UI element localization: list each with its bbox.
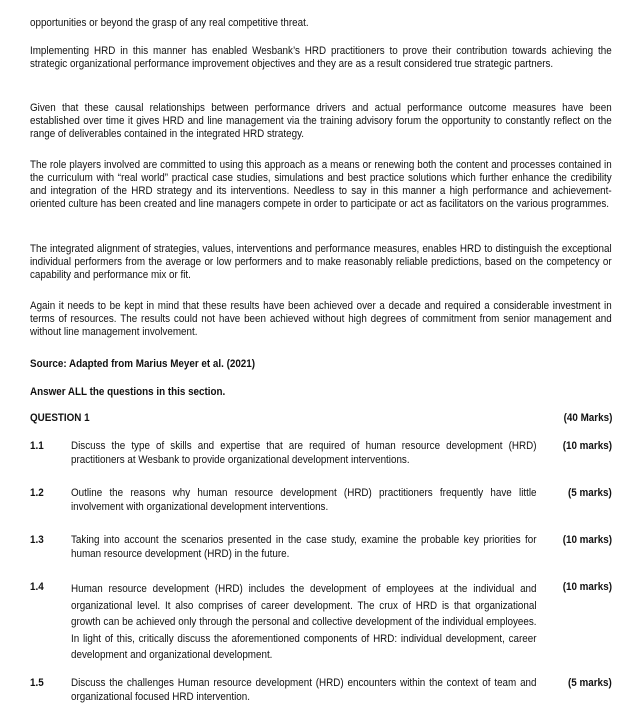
question-text: Taking into account the scenarios presented in the case study, examine the probable key priorities for human resource development (HRD) in the future. bbox=[71, 534, 537, 560]
question-marks: (10 marks) bbox=[562, 534, 612, 546]
question-number: 1.2 bbox=[30, 487, 44, 499]
question-number: 1.3 bbox=[30, 534, 44, 546]
question-text: Discuss the type of skills and expertise that are required of human resource development (HRD) practitioners at Wesbank to provide organizational development interventions. bbox=[71, 440, 537, 466]
paragraph-causal-relationships: Given that these causal relationships between performance drivers and actual performance outcome measures have been established over time it gives HRD and line management via the training advisory forum the opportunity to constantly reflect on the range of deliverables contained in the integrated HRD strategy. bbox=[30, 102, 612, 140]
question-marks: (5 marks) bbox=[568, 677, 612, 689]
question-number: 1.5 bbox=[30, 677, 44, 689]
question-marks: (10 marks) bbox=[562, 440, 612, 452]
question-number: 1.1 bbox=[30, 440, 44, 452]
paragraph-strategic-partners: Implementing HRD in this manner has enabled Wesbank’s HRD practitioners to prove their contribution towards achieving the strategic organizational performance improvement objectives and they are as a result considered true strategic partners. bbox=[30, 45, 612, 70]
question-marks: (5 marks) bbox=[568, 487, 612, 499]
question-text: Outline the reasons why human resource development (HRD) practitioners frequently have little involvement with organizational development interventions. bbox=[71, 487, 537, 513]
question-heading: QUESTION 1 bbox=[30, 412, 90, 424]
question-text: Discuss the challenges Human resource development (HRD) encounters within the context of team and organizational focused HRD intervention. bbox=[71, 677, 537, 703]
paragraph-integrated-alignment: The integrated alignment of strategies, values, interventions and performance measures, enables HRD to distinguish the exceptional individual performers from the average or low performers and to make reasonably reliable predictions, based on the competency or capability and performance mix or fit. bbox=[30, 243, 612, 281]
source-citation: Source: Adapted from Marius Meyer et al. (2021) bbox=[30, 358, 256, 370]
instruction-text: Answer ALL the questions in this section. bbox=[30, 386, 226, 398]
question-marks: (10 marks) bbox=[562, 581, 612, 593]
question-total-marks: (40 Marks) bbox=[563, 412, 612, 424]
paragraph-intro-tail: opportunities or beyond the grasp of any real competitive threat. bbox=[30, 17, 309, 29]
question-text: Human resource development (HRD) includes the development of employees at the individual and organizational level. It also comprises of career development. The crux of HRD is that organizational growth can be achieved only through the personal and collective development of the individual employees. In light of this, critically discuss the aforementioned components of HRD: individual development, career development and organizational development. bbox=[71, 583, 537, 661]
question-number: 1.4 bbox=[30, 581, 44, 593]
paragraph-decade-results: Again it needs to be kept in mind that these results have been achieved over a decade and required a considerable investment in terms of resources. The results could not have been achieved without high degrees of commitment from senior management and without line management involvement. bbox=[30, 300, 612, 338]
paragraph-role-players: The role players involved are committed to using this approach as a means or renewing both the content and processes contained in the curriculum with “real world” practical case studies, simulations and best practice solutions which further enhance the credibility and integration of the HRD strategy and its interventions. Needless to say in this manner a high performance and achievement-oriented culture has been created and line managers compete in order to participate or act as facilitators on the various programmes. bbox=[30, 159, 612, 210]
